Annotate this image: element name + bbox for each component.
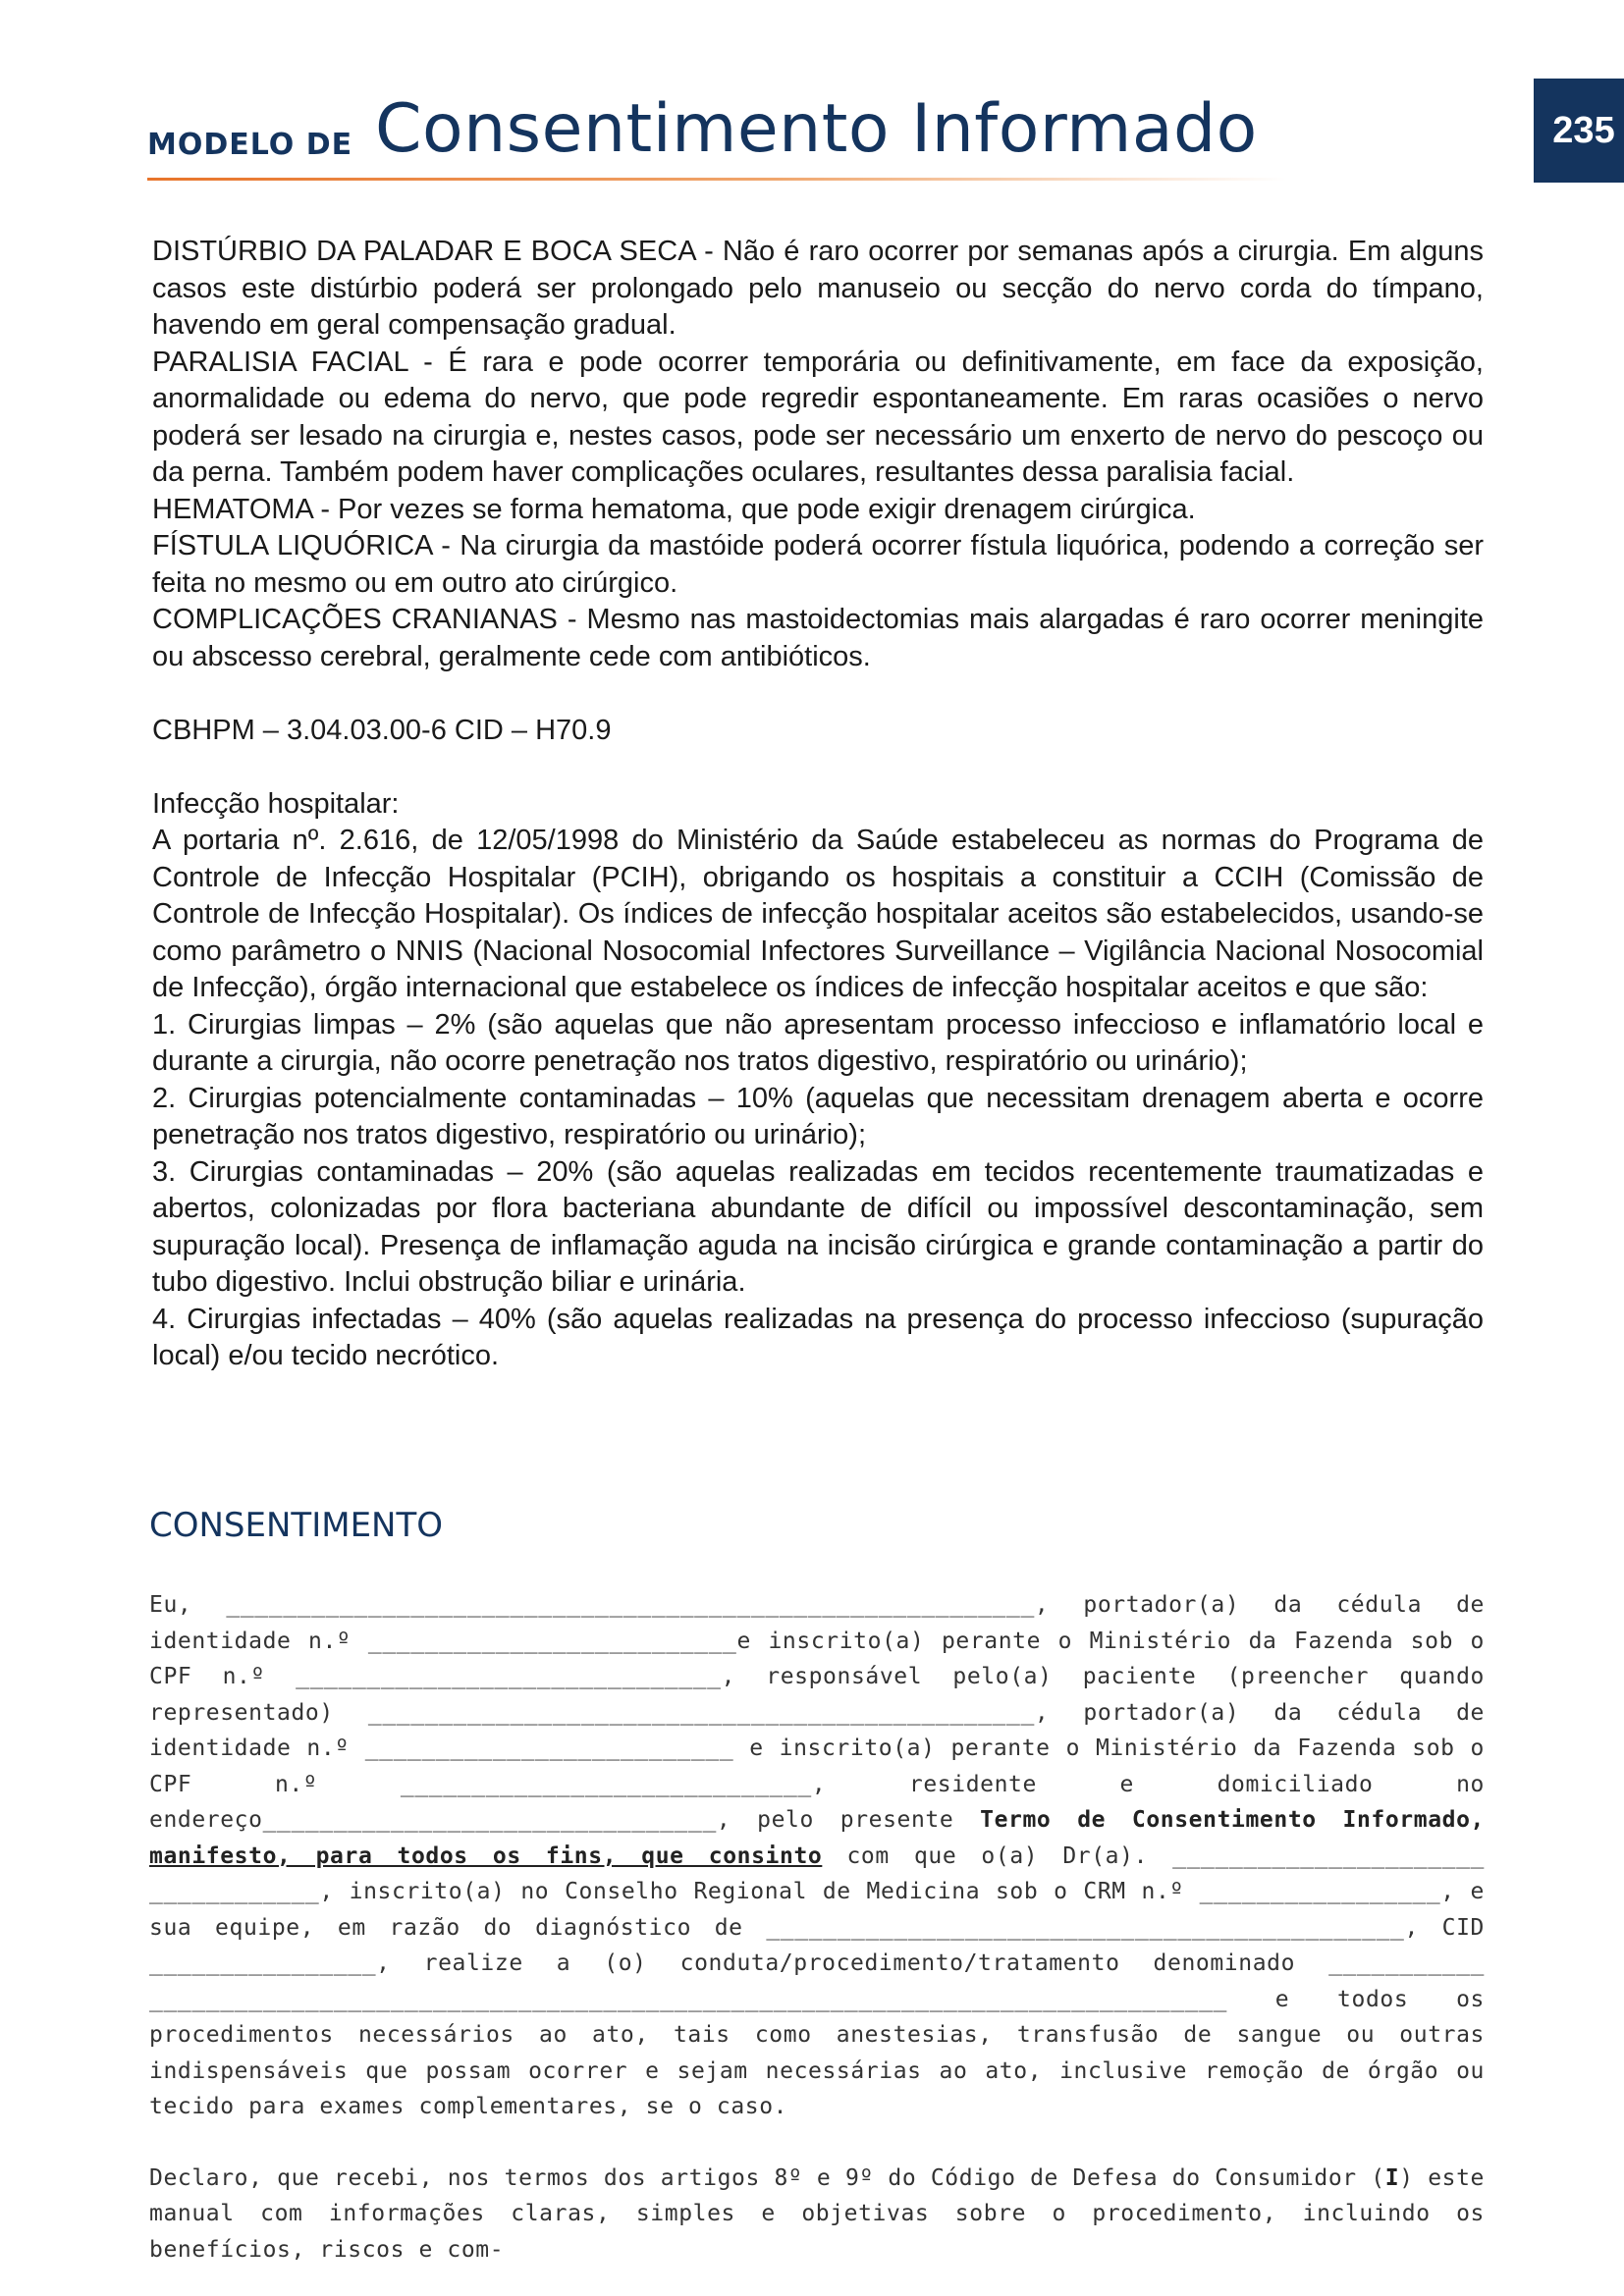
header-prefix: MODELO DE — [147, 128, 353, 162]
consent-term-bold: Termo de Consentimento Informado, — [980, 1807, 1485, 1833]
spacer — [152, 675, 1484, 713]
list-item-limpas: 1. Cirurgias limpas – 2% (são aquelas que não apresentam processo infeccioso e inflamatório local e durante a cirurgia, não ocorre penetração nos tratos digestivo, respiratório ou urinário); — [152, 1008, 1484, 1077]
declaration-start: Declaro, que recebi, nos termos dos artigos 8º e 9º do Código de Defesa do Consumidor ( — [149, 2164, 1385, 2191]
page-header — [147, 69, 1615, 187]
list-item-infectadas: 4. Cirurgias infectadas – 40% (são aquelas realizadas na presença do processo infeccioso (supuração local) e/ou tecido necrótico. — [152, 1303, 1484, 1371]
consent-form — [149, 1587, 1485, 2268]
header-rule — [147, 178, 1286, 181]
consent-section-title: CONSENTIMENTO — [149, 1506, 444, 1545]
list-item-contaminadas: 3. Cirurgias contaminadas – 20% (são aquelas realizadas em tecidos recentemente traumatizadas e abertos, colonizadas por flora bacteriana abundante de difícil ou impossível descontaminação, sem supuração local). Presença de inflamação aguda na incisão cirúrgica e grande contaminação a partir do tubo digestivo. Inclui obstrução biliar e urinária. — [152, 1155, 1484, 1298]
paragraph-disturbio: DISTÚRBIO DA PALADAR E BOCA SECA - Não é raro ocorrer por semanas após a cirurgia. Em alguns casos este distúrbio poderá ser prolongado pelo manuseio ou secção do nervo corda do tímpano, havendo em geral compensação gradual. — [152, 236, 1484, 341]
paragraph-hematoma: HEMATOMA - Por vezes se forma hematoma, que pode exigir drenagem cirúrgica. — [152, 493, 1196, 525]
consent-manifest-underlined: manifesto, para todos os fins, que consinto — [149, 1842, 823, 1869]
spacer — [149, 2125, 1485, 2161]
spacer — [152, 749, 1484, 786]
procedure-codes: CBHPM – 3.04.03.00-6 CID – H70.9 — [152, 714, 612, 746]
consent-paragraph-1 — [149, 1587, 1485, 2125]
paragraph-portaria: A portaria nº. 2.616, de 12/05/1998 do Ministério da Saúde estabeleceu as normas do Programa de Controle de Infecção Hospitalar (PCIH), obrigando os hospitais a constituir a CCIH (Comissão de Controle de Infecção Hospitalar). Os índices de infecção hospitalar aceitos são estabelecidos, usando-se como parâmetro o NNIS (Nacional Nosocomial Infectores Surveillance – Vigilância Nacional Nosocomial de Infecção), órgão internacional que estabelece os índices de infecção hospitalar aceitos e que são: — [152, 825, 1484, 1003]
document-body — [152, 234, 1484, 1375]
consent-text-end: com que o(a) Dr(a). ______________________ ____________, inscrito(a) no Conselho Regional de Medicina sob o CRM n.º _________________, e sua equipe, em razão do diagnóstico de _____________________________________________, CID ________________, realize a (o) conduta/procedimento/tratamento denominado ___________ ____________________________________________________________________________ e todos os procedimentos necessários ao ato, tais como anestesias, transfusão de sangue ou outras indispensáveis que possam ocorrer e sejam necessárias ao ato, inclusive remoção de órgão ou tecido para exames complementares, se o caso. — [149, 1842, 1485, 2119]
header-title: Consentimento Informado — [375, 90, 1258, 168]
consent-text-start: Eu, _________________________________________________________, portador(a) da cédula de identidade n.º __________________________e inscrito(a) perante o Ministério da Fazenda sob o CPF n.º ______________________________, responsável pelo(a) paciente (preencher quando representado) _______________________________________________, portador(a) da cédula de identidade n.º __________________________ e inscrito(a) perante o Ministério da Fazenda sob o CPF n.º _____________________________, residente e domiciliado no endereço________________________________, pelo presente — [149, 1592, 1485, 1833]
declaration-end: ) este manual com informações claras, simples e objetivas sobre o procedimento, incluindo os benefícios, riscos e com- — [149, 2164, 1486, 2263]
paragraph-fistula: FÍSTULA LIQUÓRICA - Na cirurgia da mastóide poderá ocorrer fístula liquórica, podendo a correção ser feita no mesmo ou em outro ato cirúrgico. — [152, 530, 1484, 599]
infection-heading: Infecção hospitalar: — [152, 787, 400, 820]
page-number: 235 — [1552, 109, 1615, 151]
paragraph-paralisia: PARALISIA FACIAL - É rara e pode ocorrer temporária ou definitivamente, em face da exposição, anormalidade ou edema do nervo, que pode regredir espontaneamente. Em raras ocasiões o nervo poderá ser lesado na cirurgia e, nestes casos, pode ser necessário um enxerto de nervo do pescoço ou da perna. Também podem haver complicações oculares, resultantes dessa paralisia facial. — [152, 346, 1484, 488]
consent-paragraph-2 — [149, 2161, 1485, 2269]
paragraph-complicacoes: COMPLICAÇÕES CRANIANAS - Mesmo nas mastoidectomias mais alargadas é raro ocorrer meningite ou abscesso cerebral, geralmente cede com antibióticos. — [152, 604, 1484, 672]
list-item-potencialmente: 2. Cirurgias potencialmente contaminadas – 10% (aquelas que necessitam drenagem aberta e ocorre penetração nos tratos digestivo, respiratório ou urinário); — [152, 1082, 1484, 1150]
page-number-badge — [1534, 79, 1624, 183]
declaration-ref-bold: I — [1384, 2164, 1400, 2191]
